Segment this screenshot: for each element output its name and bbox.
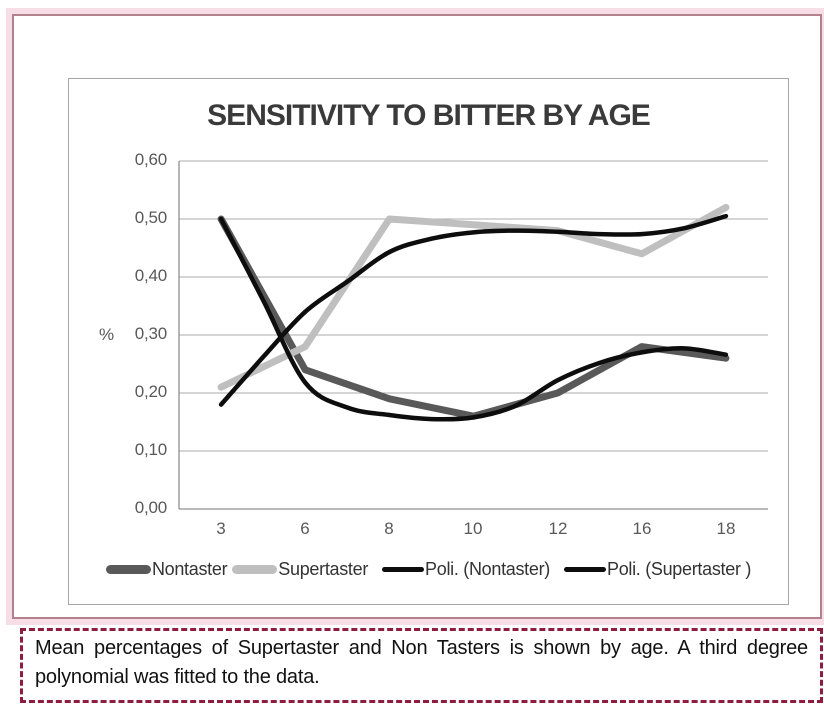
y-axis-title: %	[99, 325, 115, 344]
x-tick-label: 10	[463, 519, 483, 538]
legend-label: Poli. (Supertaster )	[606, 559, 752, 579]
figure-caption-box	[20, 628, 823, 703]
chart-panel	[68, 78, 789, 605]
y-tick-label: 0,10	[134, 440, 167, 459]
legend-item-poly-nontaster	[382, 559, 550, 580]
legend-label: Poli. (Nontaster)	[425, 559, 550, 579]
y-tick-label: 0,60	[134, 150, 167, 169]
y-tick-label: 0,30	[134, 324, 167, 343]
caption-line-2: polynomial was fitted to the data.	[35, 666, 320, 688]
chart-legend	[69, 559, 788, 580]
legend-label: Supertaster	[278, 559, 369, 579]
caption-line-1: Mean percentages of Supertaster and Non Tasters is shown by age. A third degree	[35, 637, 808, 659]
poly-nontaster-line-swatch-icon	[382, 567, 424, 572]
x-tick-label: 6	[300, 519, 310, 538]
legend-label: Nontaster	[151, 559, 228, 579]
legend-item-poly-supertaster	[564, 559, 751, 580]
y-tick-label: 0,00	[134, 498, 167, 517]
y-tick-label: 0,50	[134, 208, 167, 227]
chart-plot-area	[69, 79, 788, 604]
x-tick-label: 16	[632, 519, 652, 538]
chart-title: SENSITIVITY TO BITTER BY AGE	[207, 99, 650, 132]
supertaster-line-swatch-icon	[232, 565, 277, 574]
y-tick-label: 0,40	[134, 266, 167, 285]
legend-item-supertaster	[232, 559, 368, 580]
x-tick-label: 18	[716, 519, 736, 538]
x-tick-label: 12	[548, 519, 568, 538]
legend-item-nontaster	[106, 559, 227, 580]
x-tick-label: 8	[384, 519, 394, 538]
nontaster-line-swatch-icon	[106, 565, 151, 574]
y-tick-label: 0,20	[134, 382, 167, 401]
x-tick-label: 3	[216, 519, 226, 538]
poly-supertaster-line-swatch-icon	[564, 567, 606, 572]
